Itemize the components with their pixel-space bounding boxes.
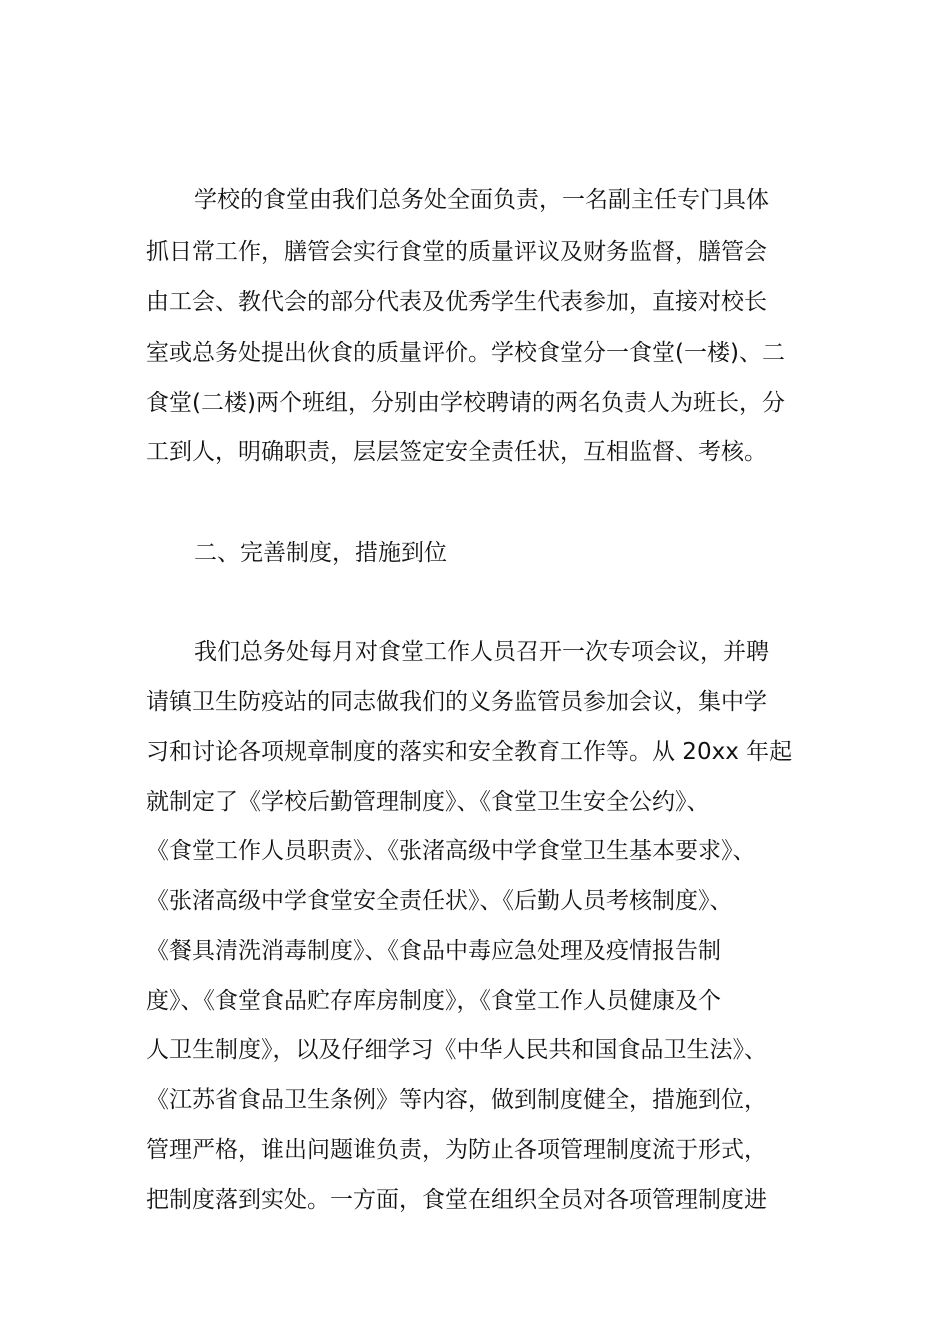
paragraph-1-line-6: 工到人，明确职责，层层签定安全责任状，互相监督、考核。 bbox=[146, 439, 767, 465]
paragraph-2-line-7: 《餐具清洗消毒制度》、《食品中毒应急处理及疫情报告制 bbox=[146, 938, 721, 964]
paragraph-2-line-12: 把制度落到实处。一方面，食堂在组织全员对各项管理制度进 bbox=[146, 1187, 767, 1213]
paragraph-2-line-6: 《张渚高级中学食堂安全责任状》、《后勤人员考核制度》、 bbox=[146, 888, 733, 914]
paragraph-2-line-10: 《江苏省食品卫生条例》等内容，做到制度健全，措施到位， bbox=[146, 1087, 767, 1113]
paragraph-1-line-4: 室或总务处提出伙食的质量评价。学校食堂分一食堂(一楼)、二 bbox=[146, 340, 785, 366]
paragraph-2-line-3: 习和讨论各项规章制度的落实和安全教育工作等。从 20xx 年起 bbox=[146, 739, 793, 765]
paragraph-2-line-4: 就制定了《学校后勤管理制度》、《食堂卫生安全公约》、 bbox=[146, 789, 710, 815]
paragraph-2-line-8: 度》、《食堂食品贮存库房制度》，《食堂工作人员健康及个 bbox=[146, 988, 721, 1014]
paragraph-1-line-3: 由工会、教代会的部分代表及优秀学生代表参加，直接对校长 bbox=[146, 289, 767, 315]
section-heading: 二、完善制度，措施到位 bbox=[194, 540, 447, 566]
paragraph-2-line-11: 管理严格，谁出问题谁负责，为防止各项管理制度流于形式， bbox=[146, 1137, 767, 1163]
paragraph-2-line-9: 人卫生制度》，以及仔细学习《中华人民共和国食品卫生法》、 bbox=[146, 1037, 767, 1063]
paragraph-2-line-2: 请镇卫生防疫站的同志做我们的义务监管员参加会议，集中学 bbox=[146, 689, 767, 715]
paragraph-1-line-5: 食堂(二楼)两个班组，分别由学校聘请的两名负责人为班长，分 bbox=[146, 390, 785, 416]
paragraph-2-line-1: 我们总务处每月对食堂工作人员召开一次专项会议，并聘 bbox=[194, 639, 769, 665]
paragraph-2-line-5: 《食堂工作人员职责》、《张渚高级中学食堂卫生基本要求》、 bbox=[146, 838, 756, 864]
paragraph-1-line-1: 学校的食堂由我们总务处全面负责，一名副主任专门具体 bbox=[194, 187, 769, 213]
paragraph-1-line-2: 抓日常工作，膳管会实行食堂的质量评议及财务监督，膳管会 bbox=[146, 239, 767, 265]
